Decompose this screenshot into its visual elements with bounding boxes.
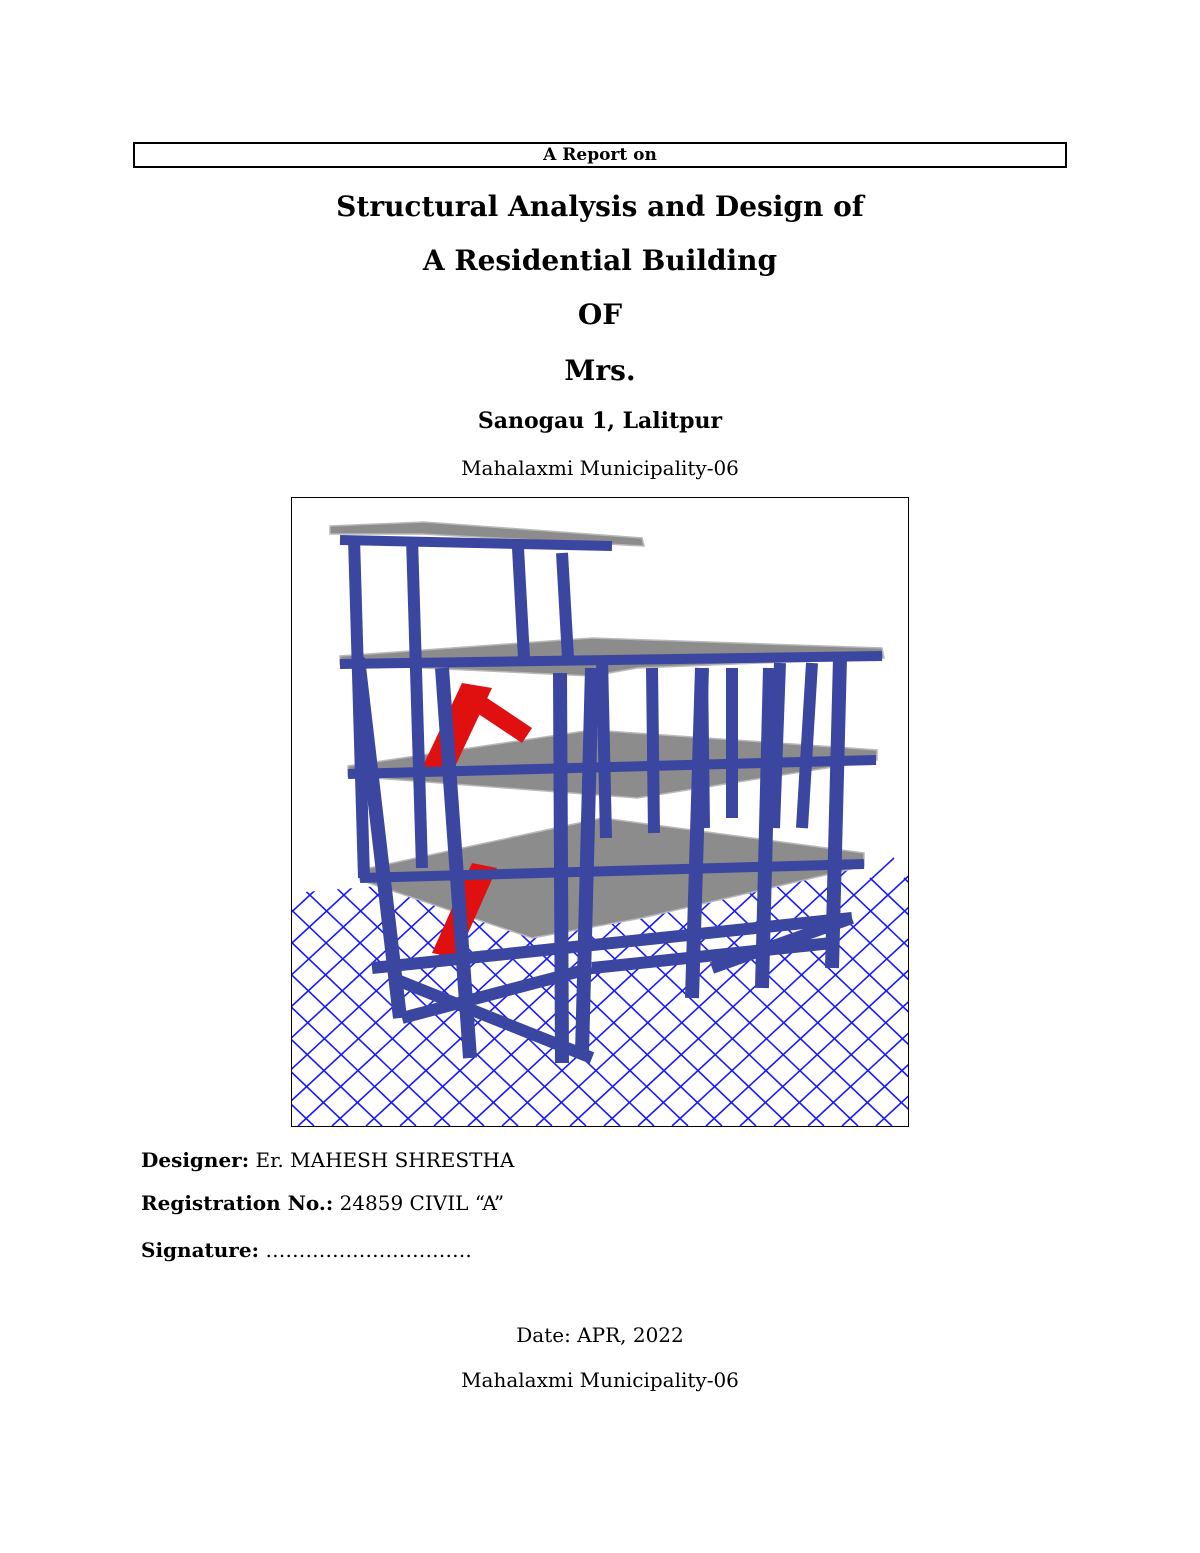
registration-label: Registration No.: — [141, 1191, 334, 1215]
report-header-box: A Report on — [133, 142, 1067, 168]
signature-label: Signature: — [141, 1238, 259, 1262]
signature-line — [141, 1238, 472, 1262]
municipality-top: Mahalaxmi Municipality-06 — [461, 456, 739, 480]
title-line-4: Mrs. — [564, 354, 636, 387]
designer-line — [141, 1148, 514, 1172]
title-line-2: A Residential Building — [422, 244, 778, 277]
location: Sanogau 1, Lalitpur — [477, 408, 723, 434]
building-model-figure — [291, 497, 909, 1127]
registration-line — [141, 1191, 504, 1215]
designer-value: Er. MAHESH SHRESTHA — [255, 1148, 515, 1172]
date: Date: APR, 2022 — [516, 1323, 684, 1347]
title-line-3: OF — [577, 298, 623, 331]
municipality-bottom: Mahalaxmi Municipality-06 — [461, 1368, 739, 1392]
signature-value: …………………………. — [265, 1238, 472, 1262]
building-frame-icon — [292, 498, 908, 1126]
designer-label: Designer: — [141, 1148, 250, 1172]
registration-value: 24859 CIVIL “A” — [339, 1191, 505, 1215]
title-line-1: Structural Analysis and Design of — [336, 190, 864, 223]
